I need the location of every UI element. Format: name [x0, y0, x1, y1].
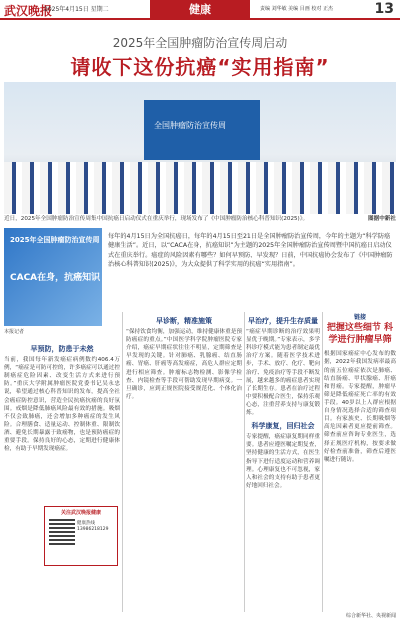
article-kicker: 2025年全国肿瘤防治宣传周启动 — [112, 36, 288, 50]
sidebar-column — [324, 312, 396, 464]
qr-promo-box — [44, 506, 118, 566]
sidebar-kicker: 链接 — [353, 314, 366, 321]
section-body: 当前，我国每年新发癌症病例数约406.4万例，“癌症是可防可控的，许多癌症可以通过控制癌症危险因素、改变生活方式来进行预防。”重庆大学附属肿瘤医院党委书记吴永忠说，希望通过核心科普知识的发布，提高全社会癌症防控意识，营造全民抗癌抗癌的良好氛围。戒烟是降低肺癌风险最有效的措施。吸烟不仅会致肺癌，还会增加多种癌症的发生风险。合理膳食、适量运动、控制体重、限制饮酒、避免长期暴露于致癌物，也是预防癌症的重要手段。保持良好的心态，定期进行健康体检，有助于早期发现癌症。 — [4, 357, 120, 453]
qr-code-icon — [49, 519, 75, 545]
page-header — [0, 0, 400, 20]
stage-text: 全国肿瘤防治宣传周 — [154, 121, 226, 130]
section-subhead: 早治疗，提升生存质量 — [248, 317, 318, 325]
section-body: “保持饮食均衡，加强运动，维持健康体重是预防癌症的重点。”中国医学科学院肿瘤医院专家介绍，癌症早期症状往往不明显，定期筛查是早发现的关键。针对肺癌、乳腺癌、结直肠癌、胃癌、肝癌等高发癌症，高危人群应定期进行相应筛查。肿瘤标志物检测、影像学检查、内镜检查等手段可帮助发现早期病变。一旦确诊，应到正规医院接受规范化、个体化治疗。 — [126, 329, 242, 400]
page-number: 13 — [374, 1, 394, 17]
column-2 — [126, 312, 242, 401]
stage-screen — [144, 100, 260, 160]
section-subhead: 早诊断，精准施策 — [156, 317, 212, 325]
sidebar-source: 综合新华社、央视新闻 — [345, 613, 396, 619]
column-1 — [4, 340, 120, 453]
main-photo — [4, 82, 396, 214]
section-body: 专家提醒，癌症康复期同样重要。患者应遵医嘱定期复查，坚持健康的生活方式，在医生指导下进行适度运动和营养调理。心理康复也不可忽视，家人和社会的支持有助于患者更好地回归社会。 — [246, 434, 320, 489]
lead-paragraph: 每年的4月15日为全国抗癌日，每年的4月15日至21日是全国肿瘤防治宣传周，今年的主题为“科学防癌 健康生活”。近日，以“CACA在身，抗癌知识”为主题的2025年全国肿瘤防治宣传周暨中国抗癌日启动仪式在重庆举行。癌症的风险因素有哪些？如何早预防、早发现？日前，中国抗癌协会发布了《中国肿瘤防治核心科普知识(2025)》，为大众提供了科学实用的抗癌“实用指南”。 — [108, 233, 393, 268]
main-photo-caption — [4, 216, 396, 223]
editors-line: 责编 刘华敏 美编 目画 校对 正杰 — [260, 6, 333, 12]
masthead: 武汉晚报 — [4, 4, 53, 18]
small-photo-tag: CACA在身，抗癌知识 — [10, 273, 101, 283]
column-3 — [246, 312, 320, 490]
sidebar-body: 根据国家癌症中心发布的数据，2022年我国发病率最高的前五位癌症依次是肺癌、结直肠癌、甲状腺癌、肝癌和胃癌。专家提醒，肿瘤早筛是降低癌症死亡率的有效手段。40岁以上人群应根据自身情况选择合适的筛查项目。有家族史、长期吸烟等高危因素者更应提前筛查。筛查前应咨询专业医生，选择正规医疗机构，按要求做好检查前准备，筛查后遵医嘱进行随访。 — [324, 351, 396, 463]
section-subhead: 早预防，防患于未然 — [30, 345, 94, 353]
column-divider — [122, 312, 123, 612]
qr-title: 关注武汉晚报健康 — [60, 510, 101, 516]
small-photo-title: 2025年全国肿瘤防治宣传周 — [10, 236, 100, 244]
photo-credit: 图据中新社 — [368, 216, 396, 222]
section-subhead: 科学康复，回归社会 — [251, 422, 315, 431]
crowd-area — [4, 162, 396, 214]
dateline: 2025年4月15日 星期二 — [44, 6, 109, 13]
small-photo-caption: 本报记者 — [4, 329, 25, 335]
section-label: 健康 — [150, 0, 250, 20]
section-body: “癌症早期诊断的治疗效果明显优于晚期。”专家表示，多学科诊疗模式能为患者制定最优治疗方案。随着医学技术进步，手术、放疗、化疗、靶向治疗、免疫治疗等手段不断发展，越来越多的癌症患者实现了长期生存。患者在治疗过程中要积极配合医生，保持乐观心态，注重营养支持与康复锻炼。 — [246, 329, 320, 417]
caption-text: 近日，2025年全国肿瘤防治宣传周集中国抗癌日启动仪式在重庆举行，现场发布了《中国肿瘤防治核心科普知识(2025)》。 — [4, 216, 309, 222]
column-divider — [244, 312, 245, 612]
sidebar-title: 把握这些细节 科学进行肿瘤早筛 — [326, 323, 394, 345]
article-headline: 请收下这份抗癌“实用指南” — [70, 55, 330, 79]
small-photo — [4, 228, 102, 326]
qr-phone: 健康热线 13986218129 — [77, 521, 109, 532]
column-divider — [322, 312, 323, 612]
